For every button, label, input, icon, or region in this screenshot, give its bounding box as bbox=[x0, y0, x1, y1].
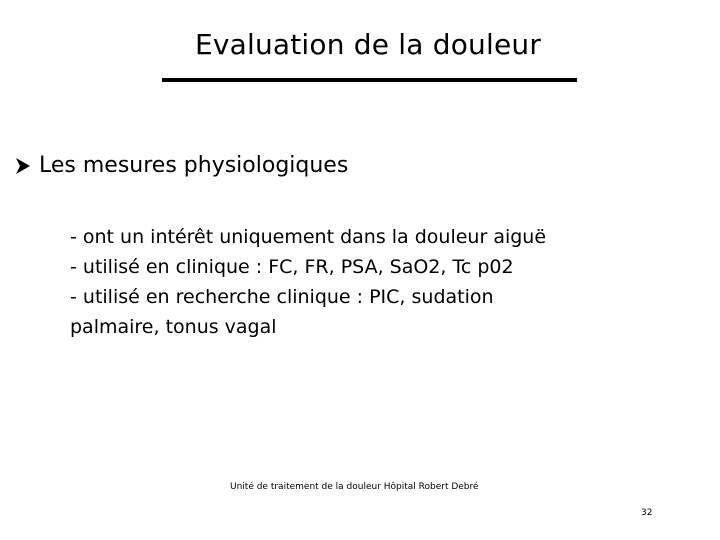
detail-line-4: palmaire, tonus vagal bbox=[70, 316, 277, 338]
bullet-item bbox=[15, 153, 348, 178]
bullet-details bbox=[70, 222, 546, 342]
detail-line-2: - utilisé en clinique : FC, FR, PSA, SaO2, Tc p02 bbox=[70, 256, 514, 278]
detail-line-3: - utilisé en recherche clinique : PIC, sudation bbox=[70, 286, 494, 308]
page-number: 32 bbox=[641, 508, 653, 518]
title-underline bbox=[162, 78, 577, 82]
bullet-text: Les mesures physiologiques bbox=[39, 153, 349, 178]
slide-footer: Unité de traitement de la douleur Hôpital Robert Debré bbox=[230, 482, 479, 492]
detail-line-1: - ont un intérêt uniquement dans la douleur aiguë bbox=[70, 226, 547, 248]
slide-title: Evaluation de la douleur bbox=[194, 28, 542, 61]
arrowhead-bullet-icon bbox=[15, 157, 31, 175]
